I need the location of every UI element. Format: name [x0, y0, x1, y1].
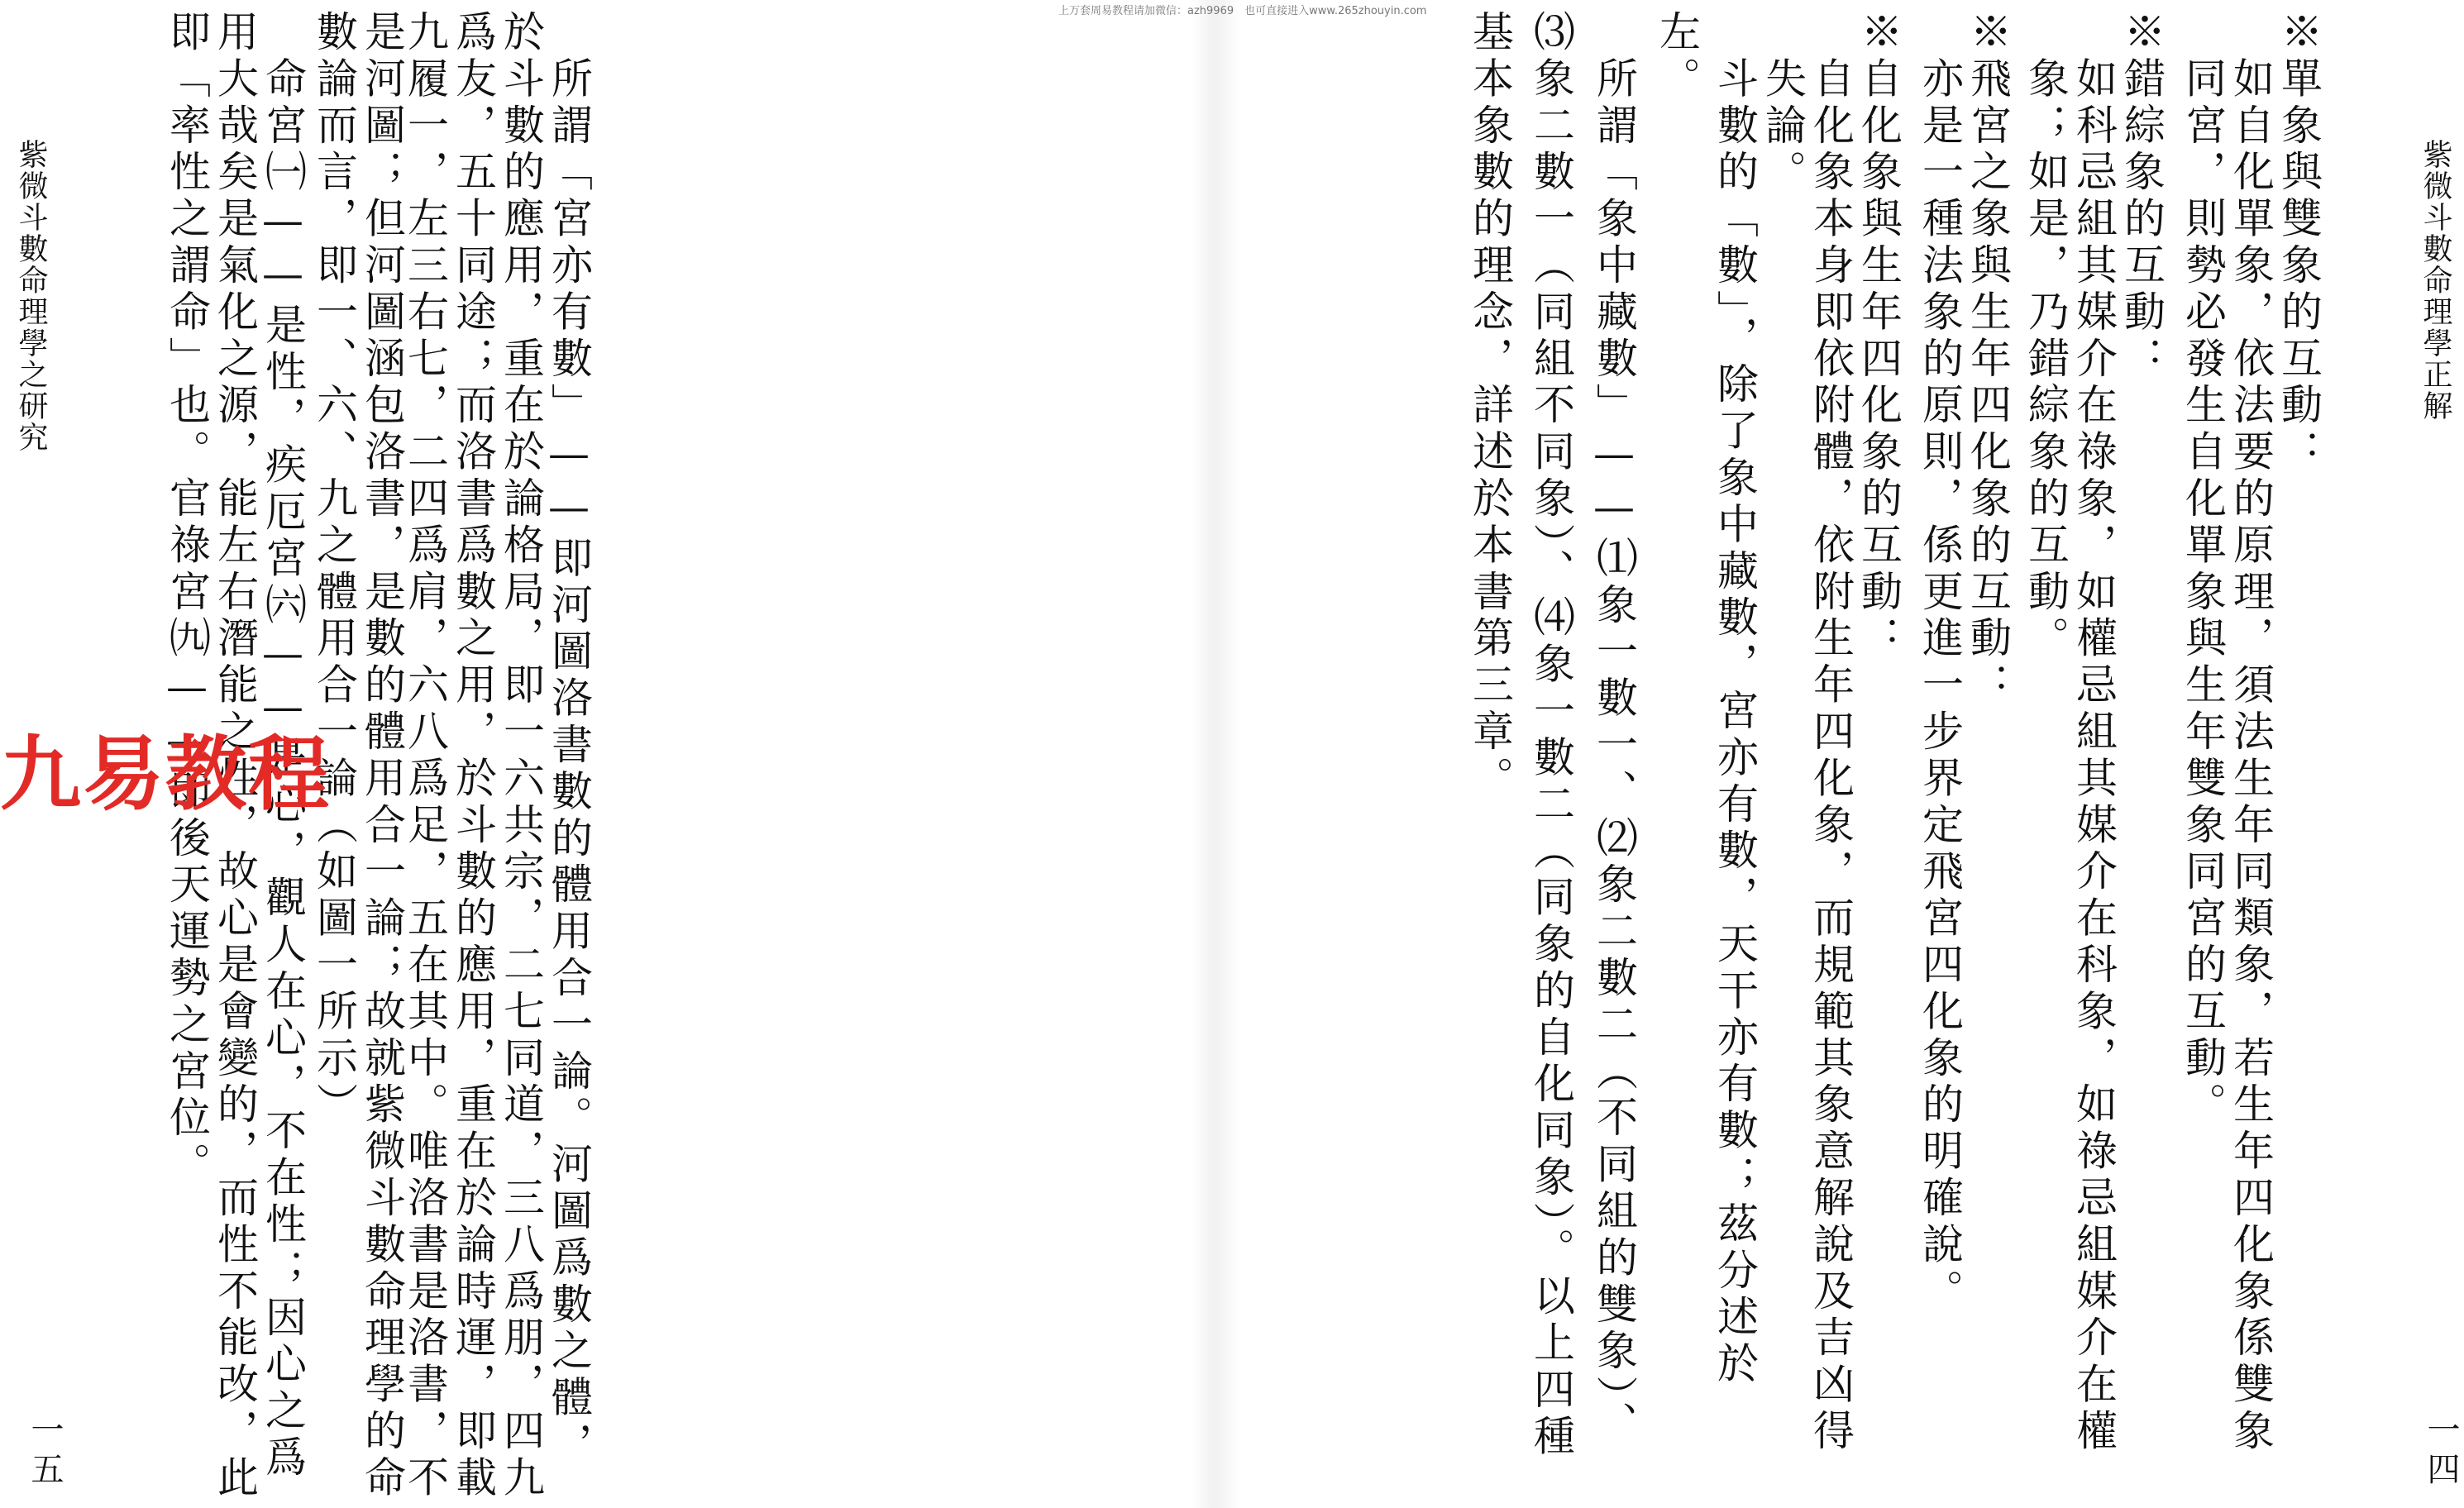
- text-column: ※飛宮之象與生年四化象的互動：: [1964, 10, 2012, 709]
- text-column: ※單象與雙象的互動：: [2275, 10, 2323, 476]
- text-column: 所謂「宮亦有數」——即河圖洛書數的體用合一論。河圖爲數之體，: [545, 10, 593, 1469]
- page-number: 一五: [26, 1412, 64, 1491]
- watermark-logo: 九易教程: [0, 728, 332, 822]
- running-header: 紫微斗數命理學之研究: [14, 139, 48, 453]
- text-column: 九履一，左三右七，二四爲肩，六八爲足，五在其中。唯洛書是洛書，不: [401, 10, 449, 1502]
- text-column: 左。: [1653, 10, 1701, 103]
- text-column: 所謂「象中藏數」——⑴象一數一、⑵象二數二（不同組的雙象）、: [1590, 10, 1638, 1448]
- right-page: [1240, 0, 2464, 1508]
- text-column: 是河圖；但河圖涵包洛書，是數的體用合一論；故就紫微斗數命理學的命: [358, 10, 406, 1502]
- text-column: 如科忌組其媒介在祿象，如權忌組其媒介在科象，如祿忌組媒介在權: [2070, 10, 2118, 1456]
- text-column: 即「率性之謂命」也。官祿宮㈨——即後天運勢之宮位。: [163, 10, 211, 1189]
- text-column: 爲友，五十同途；而洛書爲數之用，於斗數的應用，重在於論時運，即載: [449, 10, 497, 1502]
- text-column: 同宮，則勢必發生自化單象與生年雙象同宮的互動。: [2179, 10, 2227, 1129]
- page-number: 一四: [2422, 1412, 2460, 1491]
- text-column: 象；如是，乃錯綜象的互動。: [2022, 10, 2070, 663]
- text-column: 用大哉矣是氣化之源，能左右潛能之性，故心是會變的，而性不能改，此: [211, 10, 259, 1502]
- running-header: 紫微斗數命理學正解: [2419, 139, 2452, 422]
- text-column: ⑶象二數一（同組不同象）、⑷象一數二（同象的自化同象）。以上四種: [1527, 10, 1575, 1461]
- text-column: 於斗數的應用，重在於論格局，即一六共宗，二七同道，三八爲朋，四九: [497, 10, 545, 1502]
- book-gutter: [1191, 0, 1240, 1508]
- text-column: ※錯綜象的互動：: [2118, 10, 2166, 384]
- text-column: 命宮㈠——是性，疾厄宮㈥——是心，觀人在心，不在性；因心之爲: [259, 10, 307, 1482]
- text-column: 自化象本身即依附體，依附生年四化象，而規範其象意解說及吉凶得: [1807, 10, 1855, 1456]
- text-column: 亦是一種法象的原則，係更進一步界定飛宮四化象的明確說。: [1916, 10, 1964, 1316]
- text-column: 如自化單象，依法要的原理，須法生年同類象，若生年四化象係雙象: [2227, 10, 2275, 1456]
- text-column: ※自化象與生年四化象的互動：: [1855, 10, 1903, 663]
- text-column: 斗數的「數」，除了象中藏數，宮亦有數，天干亦有數；茲分述於: [1711, 10, 1759, 1388]
- text-column: 數論而言，即一、六、九之體用合一論（如圖一所示）: [310, 10, 358, 1129]
- text-column: 失論。: [1759, 10, 1807, 197]
- text-column: 基本象數的理念，詳述於本書第三章。: [1466, 10, 1514, 803]
- source-note: 上万套周易教程请加微信：azh9969 也可直接进入www.265zhouyin.com: [1058, 5, 1427, 17]
